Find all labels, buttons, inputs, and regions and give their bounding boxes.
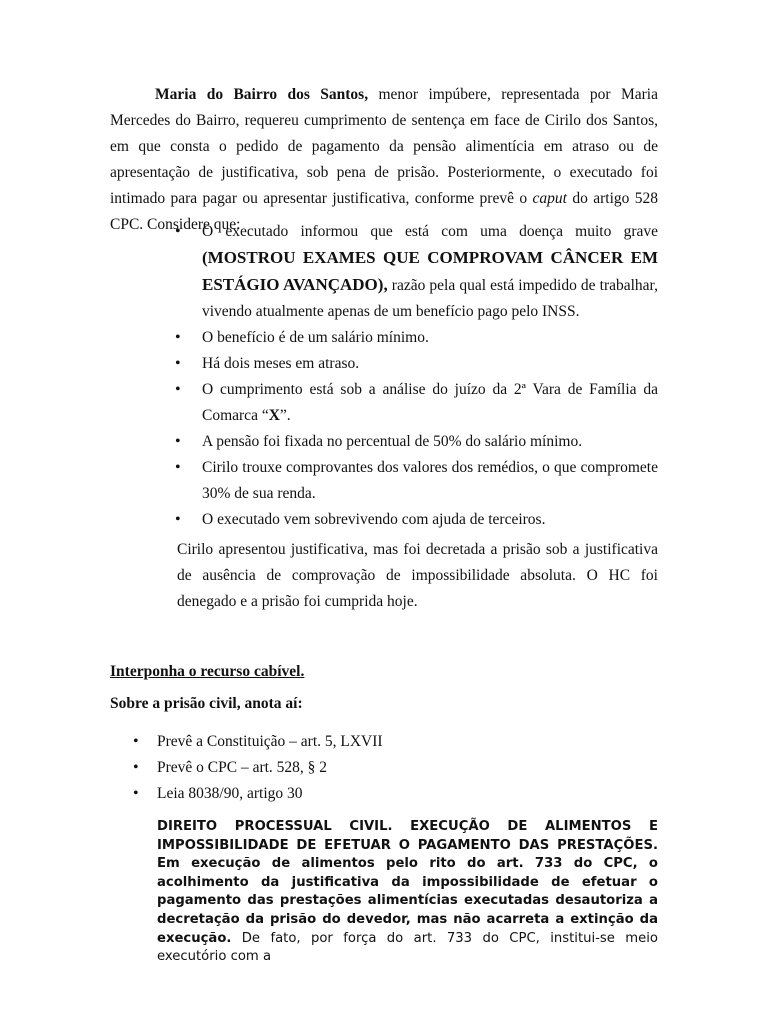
facts-list bbox=[170, 219, 658, 533]
fact-text: Há dois meses em atraso. bbox=[202, 355, 360, 372]
intro-text-b: do artigo 528 CPC. Considere que: bbox=[110, 190, 659, 233]
fact-text: Cirilo trouxe comprovantes dos valores dos remédios, o que compromete 30% de sua renda. bbox=[202, 459, 658, 502]
fact-text: ”. bbox=[279, 407, 291, 424]
caput-term: caput bbox=[532, 190, 567, 207]
intro-text-a: menor impúbere, representada por Maria Mercedes do Bairro, requereu cumprimento de sentença em face de Cirilo dos Santos, em que consta o pedido de pagamento da pensão alimentícia em atraso ou de apresentação de justificativa, sob pena de prisão. Posteriormente, o executado foi intimado para pagar ou apresentar justificativa, conforme prevê o bbox=[110, 86, 658, 207]
quote-normal-text: De fato, por força do art. 733 do CPC, institui-se meio executório com a bbox=[157, 930, 658, 965]
fact-text: A pensão foi fixada no percentual de 50% do salário mínimo. bbox=[202, 433, 583, 450]
fact-emphasis: X bbox=[268, 407, 280, 424]
justificativa-paragraph: Cirilo apresentou justificativa, mas foi decretada a prisão sob a justificativa de ausência de comprovação de impossibilidade absoluta. O HC foi denegado e a prisão foi cumprida hoje. bbox=[177, 541, 658, 610]
fact-text: O benefício é de um salário mínimo. bbox=[202, 329, 429, 346]
fact-emphasis: (MOSTROU EXAMES QUE COMPROVAM CÂNCER EM ESTÁGIO AVANÇADO), bbox=[202, 248, 658, 294]
jurisprudence-quote bbox=[157, 818, 658, 967]
list-item bbox=[170, 455, 658, 507]
fact-text: O executado informou que está com uma doença muito grave bbox=[202, 223, 658, 240]
heading-prisao-civil: Sobre a prisão civil, anota aí: bbox=[110, 695, 303, 712]
plaintiff-name: Maria do Bairro dos Santos, bbox=[155, 86, 369, 103]
list-item: • Prevê o CPC – art. 528, § 2 bbox=[127, 755, 527, 781]
list-item bbox=[170, 325, 658, 351]
fact-text: O cumprimento está sob a análise do juízo da 2ª Vara de Família da Comarca “ bbox=[202, 381, 658, 424]
fact-text: razão pela qual está impedido de trabalhar, vivendo atualmente apenas de um benefício pago pelo INSS. bbox=[202, 277, 658, 320]
list-item bbox=[170, 219, 658, 325]
quote-bold-text: DIREITO PROCESSUAL CIVIL. EXECUÇÃO DE ALIMENTOS E IMPOSSIBILIDADE DE EFETUAR O PAGAMENTO DAS PRESTAÇÕES. Em execução de alimentos pelo rito do art. 733 do CPC, o acolhimento da justificativa da impossibilidade de efetuar o pagamento das prestações alimentícias executadas desautoriza a decretação da prisão do devedor, mas não acarreta a extinção da execução. bbox=[157, 819, 658, 946]
list-item bbox=[170, 351, 658, 377]
list-item bbox=[170, 377, 658, 429]
list-item: • Leia 8038/90, artigo 30 bbox=[127, 781, 527, 807]
fact-text: O executado vem sobrevivendo com ajuda de terceiros. bbox=[202, 511, 546, 528]
list-item bbox=[170, 429, 658, 455]
heading-recurso: Interponha o recurso cabível. bbox=[110, 663, 305, 680]
intro-paragraph bbox=[110, 82, 658, 238]
references-list bbox=[127, 729, 527, 807]
list-item bbox=[170, 507, 658, 533]
list-item: • Prevê a Constituição – art. 5, LXVII bbox=[127, 729, 527, 755]
